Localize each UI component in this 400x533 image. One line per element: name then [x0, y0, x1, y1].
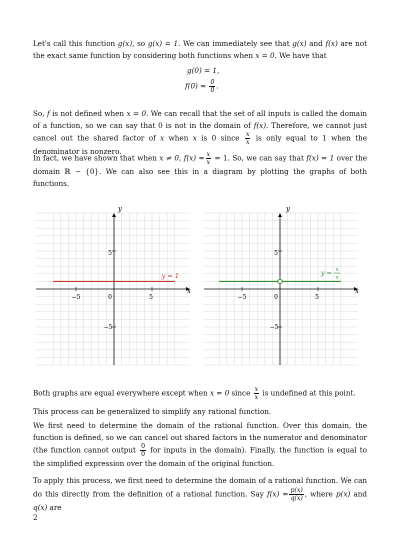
series-label-denominator: x: [335, 275, 339, 281]
tick-label-origin: 0: [274, 294, 278, 301]
tick-label-x-5: 5: [315, 294, 319, 301]
fraction-p-over-q: $\frac{p(x)}{q(x)}$: [290, 486, 303, 502]
x-axis-label: x: [355, 287, 359, 295]
tick-label-y-neg5: −5: [269, 324, 279, 331]
fraction-x-over-x: $\frac{x}{x}$: [206, 151, 211, 166]
tick-label-y-5: 5: [274, 250, 278, 257]
paragraph-2: So, f is not defined when x = 0. We can recall that the set of all inputs is called the domain of a function, so we can say that 0 is not in the domain of f(x). Therefore, we cannot just cancel out the shared factor of x when x is 0 since $\frac{x}{x}$ is only equal to 1 when the denominator is nonzero.: [33, 109, 368, 156]
series-label-y-1: y = 1: [161, 272, 179, 280]
fraction-x-over-x: $\frac{x}{x}$: [254, 386, 259, 401]
paragraph-5: This process can be generalized to simplify any rational function.: [33, 407, 272, 416]
y-axis-label: y: [286, 205, 290, 213]
y-axis-arrow: [278, 213, 282, 217]
series: [219, 279, 341, 283]
open-circle-hole: [278, 279, 282, 283]
graph-y-equals-1: [34, 205, 194, 370]
fraction-x-over-x: $\frac{x}{x}$: [245, 131, 250, 146]
tick-label-x-neg5: −5: [237, 294, 247, 301]
fraction-zero-over-zero: $\frac{0}{0}$: [210, 79, 215, 94]
equation-g0: g(0) = 1,: [187, 66, 220, 75]
y-axis-arrow: [112, 213, 116, 217]
tick-label-origin: 0: [108, 294, 112, 301]
paragraph-6: We first need to determine the domain of the rational function. Over this domain, the function is defined, so we can cancel out shared factors in the numerator and denominator (the function cannot output $\frac{0}{0}$ for inputs in the domain). Finally, the function is equal to the simplified expression over the domain of the original function.: [33, 421, 367, 468]
series-label-numerator: x: [335, 267, 339, 273]
series-label-y-x-over-x: y =: [320, 269, 332, 277]
fraction-zero-over-zero: $\frac{0}{0}$: [141, 443, 145, 458]
tick-label-x-5: 5: [149, 294, 153, 301]
equation-f0: f(0) = $\frac{0}{0}$ .: [185, 79, 219, 94]
tick-label-x-neg5: −5: [71, 294, 81, 301]
paragraph-7: To apply this process, we first need to determine the domain of a rational function. We can do this directly from the definition of a rational function. Say f(x) = $\frac{p(x)}{q(x)}$ , where p(x) and q(x) are: [33, 476, 367, 512]
graph-y-equals-x-over-x: [202, 205, 362, 370]
tick-label-y-5: 5: [108, 250, 112, 257]
paragraph-3: In fact, we have shown that when x ≠ 0, f(x) = $\frac{x}{x}$ = 1. So, we can say that f(x) = 1 over the domain ℝ − {0}. We can also see this in a diagram by plotting the graphs of both functions.: [33, 151, 367, 188]
tick-label-y-neg5: −5: [103, 324, 113, 331]
y-axis-label: y: [118, 205, 122, 213]
paragraph-4: Both graphs are equal everywhere except when x = 0 since $\frac{x}{x}$ is undefined at this point.: [33, 386, 356, 401]
page-number: 2: [33, 513, 38, 522]
paragraph-1: Let's call this function g(x), so g(x) = 1. We can immediately see that g(x) and f(x) are not the exact same function by considering both functions when x = 0. We have that: [33, 39, 367, 60]
x-axis-label: x: [187, 287, 191, 295]
